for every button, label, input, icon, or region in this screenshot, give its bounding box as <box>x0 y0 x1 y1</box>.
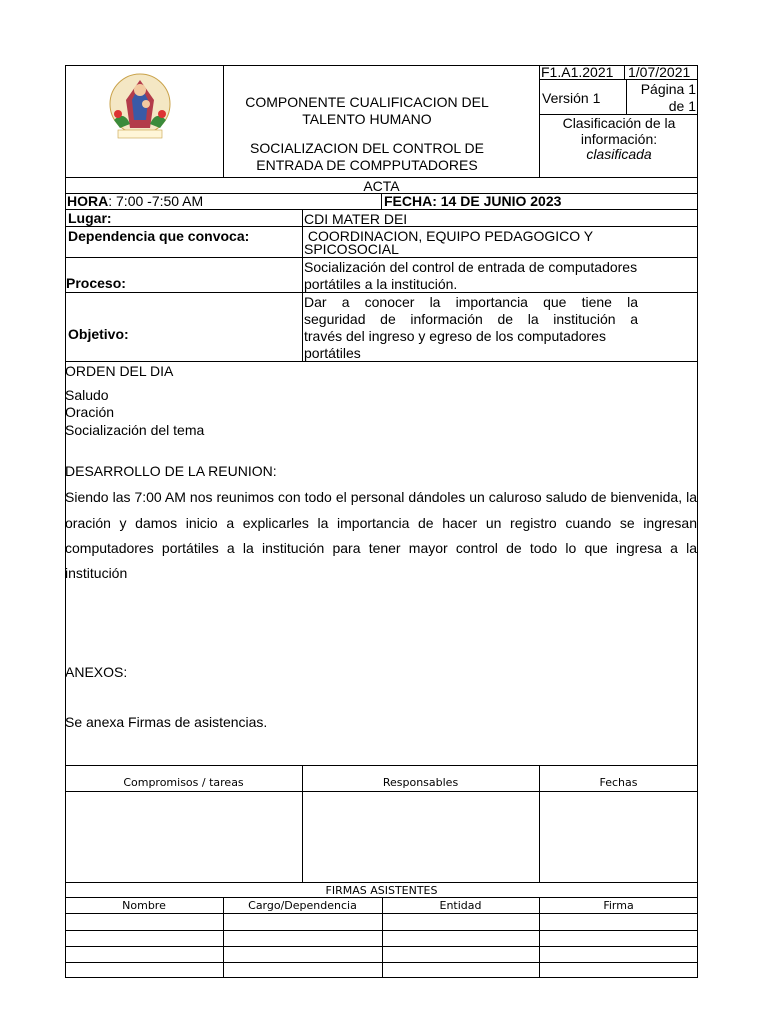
document-code: F1.A1.2021 <box>541 64 614 80</box>
cargo-header: Cargo/Dependencia <box>248 899 357 912</box>
component-title-line1: COMPONENTE CUALIFICACION DEL <box>245 94 489 110</box>
firmas-divider-2 <box>382 897 383 978</box>
document-date: 1/07/2021 <box>628 64 691 80</box>
objetivo-value-line3: través del ingreso y egreso de los computadores <box>304 328 606 344</box>
proceso-line <box>65 292 698 293</box>
proceso-value-line2: portátiles a la institución. <box>304 276 458 292</box>
firmas-title: FIRMAS ASISTENTES <box>325 884 438 897</box>
dependencia-value-line1: COORDINACION, EQUIPO PEDAGOGICO Y <box>304 228 594 244</box>
proceso-value-line1: Socialización del control de entrada de computadores <box>304 259 638 275</box>
page-number-line1: Página 1 <box>640 81 696 97</box>
subject-title-line1: SOCIALIZACION DEL CONTROL DE <box>250 140 484 156</box>
desarrollo-line4: institución <box>65 565 128 581</box>
code-date-divider <box>624 65 625 79</box>
orden-item-saludo: Saludo <box>65 387 109 403</box>
classification-label-line1: Clasificación de la <box>562 115 676 131</box>
objetivo-value-line2: seguridad de información de la institución a <box>304 311 638 327</box>
firmas-row-line-4 <box>65 962 698 963</box>
document-version: Versión 1 <box>542 90 601 106</box>
hora-field <box>67 193 203 209</box>
fecha-value: FECHA: 14 DE JUNIO 2023 <box>384 193 562 209</box>
acta-title: ACTA <box>363 178 400 194</box>
anexos-title: ANEXOS: <box>65 664 128 680</box>
institution-logo <box>104 70 176 144</box>
desarrollo-line2: oración y damos inicio a explicarles la importancia de hacer un registro cuando se ingresan <box>65 515 697 531</box>
fechas-header: Fechas <box>599 776 638 789</box>
component-title-line2: TALENTO HUMANO <box>302 111 432 127</box>
objetivo-value-line1: Dar a conocer la importancia que tiene la <box>304 294 638 310</box>
proceso-label: Proceso: <box>66 275 126 291</box>
compromisos-header-line <box>65 791 698 792</box>
firmas-divider-3 <box>539 897 540 978</box>
hora-value: : 7:00 -7:50 AM <box>108 193 204 209</box>
subject-title-line2: ENTRADA DE COMPPUTADORES <box>256 157 478 173</box>
firmas-divider-1 <box>223 897 224 978</box>
compromisos-header: Compromisos / tareas <box>123 776 244 789</box>
desarrollo-title: DESARROLLO DE LA REUNION: <box>65 463 277 479</box>
hora-fecha-divider <box>381 193 382 209</box>
page-number-line2: de 1 <box>668 98 696 114</box>
hora-label: HORA <box>67 193 109 209</box>
classification-value: clasificada <box>586 146 652 162</box>
desarrollo-line3: computadores portátiles a la institución para tener mayor control de todo lo que ingresa a la <box>65 540 697 556</box>
orden-item-oracion: Oración <box>65 404 115 420</box>
lugar-label: Lugar: <box>68 210 112 226</box>
entidad-header: Entidad <box>439 899 482 912</box>
dependencia-label: Dependencia que convoca: <box>68 228 250 244</box>
dependencia-value-line2: SPICOSOCIAL <box>304 241 399 257</box>
objetivo-value-line4: portátiles <box>304 345 361 361</box>
objetivo-label: Objetivo: <box>68 326 129 342</box>
dependencia-line <box>65 257 698 258</box>
classification-label-line2: información: <box>580 131 658 147</box>
orden-title: ORDEN DEL DIA <box>65 363 174 379</box>
hora-line <box>65 209 698 210</box>
firma-header: Firma <box>603 899 634 912</box>
lugar-line <box>65 226 698 227</box>
anexos-text: Se anexa Firmas de asistencias. <box>65 714 268 730</box>
desarrollo-line1: Siendo las 7:00 AM nos reunimos con todo el personal dándoles un caluroso saludo de bienvenida, la <box>65 489 697 505</box>
firmas-row-line-2 <box>65 930 698 931</box>
lugar-value: CDI MATER DEI <box>304 211 408 227</box>
firmas-row-line-1 <box>65 913 698 914</box>
compromisos-bottom-line <box>65 882 698 883</box>
orden-item-socializacion: Socialización del tema <box>65 422 205 438</box>
objetivo-line <box>65 361 698 362</box>
label-value-divider <box>302 209 303 361</box>
firmas-row-line-3 <box>65 946 698 947</box>
responsables-header: Responsables <box>382 776 459 789</box>
compromisos-top-line <box>65 765 698 766</box>
nombre-header: Nombre <box>122 899 166 912</box>
